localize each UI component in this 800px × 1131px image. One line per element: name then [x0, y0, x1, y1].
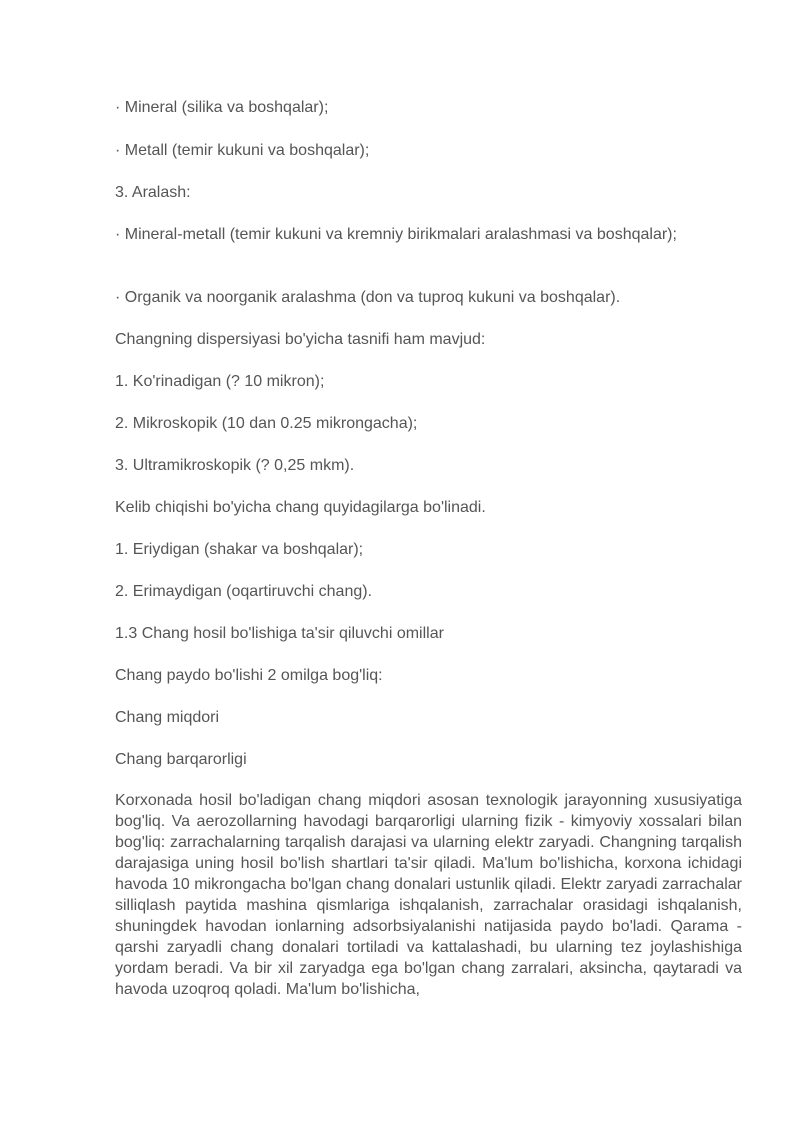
list-item-aralash: 3. Aralash:: [115, 184, 191, 201]
section-heading: 1.3 Chang hosil bo'lishiga ta'sir qiluvchi omillar: [115, 625, 444, 642]
text-line-chang-miqdori: Chang miqdori: [115, 709, 220, 726]
list-item-mineral-metall: · Mineral-metall (temir kukuni va kremniy birikmalari aralashmasi va boshqalar);: [115, 226, 677, 243]
text-line-dispersiya: Changning dispersiyasi bo'yicha tasnifi ham mavjud:: [115, 331, 486, 348]
body-paragraph: Korxonada hosil bo'ladigan chang miqdori asosan texnologik jarayonning xususiyatiga bog'liq. Va aerozollarning havodagi barqarorligi ularning fizik - kimyoviy xossalari bilan bog'liq: zarrachalarning tarqalish darajasi va ularning elektr zaryadi. Changning tarqalish darajasiga uning hosil bo'lish shartlari ta'sir qiladi. Ma'lum bo'lishicha, korxona ichidagi havoda 10 mikrongacha bo'lgan chang donalari ustunlik qiladi. Elektr zaryadi zarrachalar silliqlash paytida mashina qismlariga ishqalanish, zarrachalar orasidagi ishqalanish, shuningdek havodan ionlarning adsorbsiyalanishi natijasida paydo bo'ladi. Qarama -qarshi zaryadli chang donalari tortiladi va kattalashadi, bu ularning tez joylashishiga yordam beradi. Va bir xil zaryadga ega bo'lgan chang zarralari, aksincha, qaytaradi va havoda uzoqroq qoladi. Ma'lum bo'lishicha,: [115, 792, 742, 998]
text-line-chang-barqarorligi: Chang barqarorligi: [115, 751, 247, 768]
list-item-erimaydigan: 2. Erimaydigan (oqartiruvchi chang).: [115, 583, 373, 600]
list-item-mineral: · Mineral (silika va boshqalar);: [115, 99, 329, 116]
list-item-metall: · Metall (temir kukuni va boshqalar);: [115, 142, 370, 159]
text-line-omillar: Chang paydo bo'lishi 2 omilga bog'liq:: [115, 667, 383, 684]
list-item-eriydigan: 1. Eriydigan (shakar va boshqalar);: [115, 541, 364, 558]
list-item-korinadigan: 1. Ko'rinadigan (? 10 mikron);: [115, 373, 325, 390]
text-line-kelib-chiqishi: Kelib chiqishi bo'yicha chang quyidagilarga bo'linadi.: [115, 499, 486, 516]
list-item-ultramikroskopik: 3. Ultramikroskopik (? 0,25 mkm).: [115, 457, 355, 474]
list-item-mikroskopik: 2. Mikroskopik (10 dan 0.25 mikrongacha);: [115, 415, 418, 432]
list-item-organik: · Organik va noorganik aralashma (don va tuproq kukuni va boshqalar).: [115, 289, 621, 306]
